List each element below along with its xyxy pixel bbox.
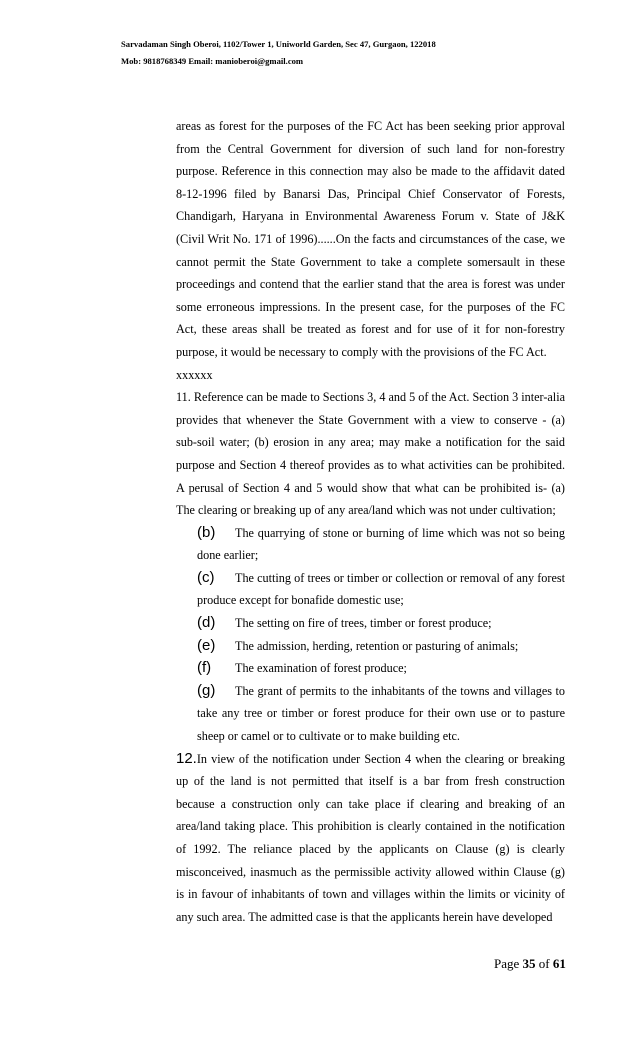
- total-pages: 61: [552, 956, 566, 971]
- list-item-text: The admission, herding, retention or pasturing of animals;: [235, 638, 519, 653]
- paragraph-12-text: In view of the notification under Section 4 when the clearing or breaking up of the land is not permitted that itself is a bar from fresh construction because a construction only can take place if clearing and breaking of an area/land taking place. This prohibition is clearly contained in the notification of 1992. The reliance placed by the applicants on Clause (g) is clearly misconceived, inasmuch as the permissible activity allowed within Clause (g) is in favour of inhabitants of town and villages within the limits or vicinity of any such area. The admitted case is that the applicants herein have developed: [176, 751, 565, 924]
- document-body: [176, 115, 565, 928]
- paragraph-quote: areas as forest for the purposes of the FC Act has been seeking prior approval from the Central Government for diversion of such land for non-forestry purpose. Reference in this connection may also be made to the affidavit dated 8-12-1996 filed by Banarsi Das, Principal Chief Conservator of Forests, Chandigarh, Haryana in Environmental Awareness Forum v. State of J&K (Civil Writ No. 171 of 1996)......On the facts and circumstances of the case, we cannot permit the State Government to take a complete somersault in these proceedings and contend that the earlier stand that the area is forest was under some erroneous impressions. In the present case, for the purposes of the FC Act, these areas shall be treated as forest and for use of it for non-forestry purpose, it would be necessary to comply with the provisions of the FC Act.: [176, 119, 565, 359]
- paragraph-12-number: 12.: [176, 749, 197, 767]
- list-item: [197, 522, 565, 567]
- of-label: of: [538, 956, 550, 971]
- list-item: [197, 680, 565, 748]
- page-header: [121, 36, 436, 70]
- list-item: [197, 567, 565, 612]
- page-label: Page: [494, 956, 520, 971]
- page-number: 35: [522, 956, 536, 971]
- paragraph-12: [176, 748, 565, 929]
- list-item-text: The cutting of trees or timber or collection or removal of any forest produce except for bonafide domestic use;: [197, 570, 565, 608]
- list-item-text: The examination of forest produce;: [235, 661, 407, 676]
- list-item-label: (f): [197, 659, 212, 677]
- header-contact: Mob: 9818768349 Email: manioberoi@gmail.com: [121, 56, 304, 66]
- list-item-label: (d): [197, 614, 216, 632]
- list-item-text: The quarrying of stone or burning of lime which was not so being done earlier;: [197, 525, 565, 563]
- omission-marker: xxxxxx: [176, 367, 213, 382]
- list-item-text: The setting on fire of trees, timber or forest produce;: [235, 616, 492, 631]
- list-item: [197, 612, 565, 635]
- list-item-text: The grant of permits to the inhabitants of the towns and villages to take any tree or timber or forest produce for their own use or to pasture sheep or camel or to cultivate or to make building etc.: [197, 683, 565, 744]
- list-item: [197, 635, 565, 658]
- list-item-label: (b): [197, 523, 216, 541]
- list-item-label: (e): [197, 636, 216, 654]
- list-item-label: (c): [197, 568, 215, 586]
- prohibition-list: [176, 522, 565, 748]
- list-item: [197, 657, 565, 680]
- paragraph-11: 11. Reference can be made to Sections 3, 4 and 5 of the Act. Section 3 inter-alia provides that whenever the State Government with a view to conserve - (a) sub-soil water; (b) erosion in any area; may make a notification for the said purpose and Section 4 thereof provides as to what activities can be prohibited. A perusal of Section 4 and 5 would show that what can be prohibited is- (a) The clearing or breaking up of any area/land which was not under cultivation;: [176, 390, 565, 518]
- list-item-label: (g): [197, 681, 216, 699]
- page-footer: [494, 956, 566, 972]
- header-address: Sarvadaman Singh Oberoi, 1102/Tower 1, Uniworld Garden, Sec 47, Gurgaon, 122018: [121, 39, 436, 49]
